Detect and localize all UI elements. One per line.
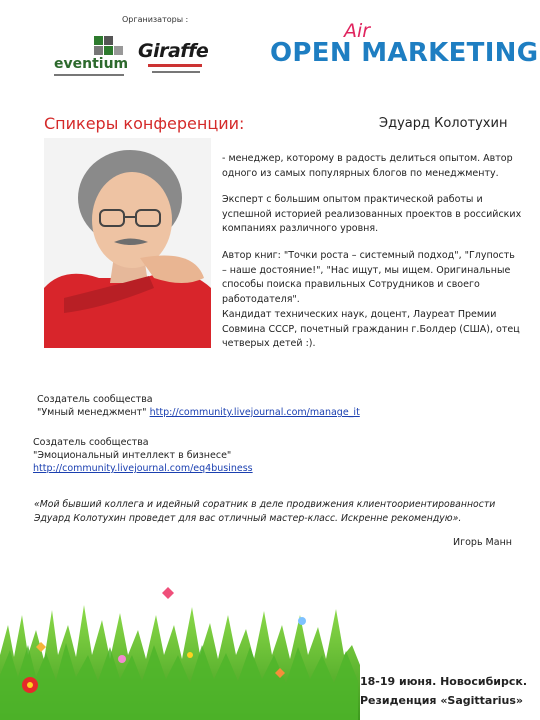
bio-paragraph: Кандидат технических наук, доцент, Лауреат Премии Совмина СССР, почетный гражданин г.Болдер (США), отец четверых детей :).: [222, 309, 520, 350]
community-link-eq4business[interactable]: http://community.livejournal.com/eq4business: [33, 463, 253, 474]
eventium-wordmark: eventium: [54, 56, 129, 72]
air-wordmark: Air: [344, 20, 371, 42]
giraffe-logo: [138, 40, 214, 80]
speaker-bio: [222, 152, 522, 181]
event-venue: Резиденция «Sagittarius»: [360, 694, 524, 707]
speakers-title: Спикеры конференции:: [44, 114, 245, 133]
event-date-city: 18-19 июня. Новосибирск.: [360, 675, 528, 688]
community-block-1: [37, 393, 360, 419]
open-marketing-wordmark: OPEN MARKETING: [270, 38, 539, 68]
speaker-bio-credentials: [222, 308, 522, 352]
community-creator-label: Создатель сообщества: [37, 394, 153, 405]
giraffe-wordmark: Giraffe: [138, 40, 209, 62]
bio-paragraph: Автор книг: "Точки роста – системный подход", "Глупость – наше достояние!", "Нас ищут, мы ищем. Оригинальные способы поиска правильных Сотрудников и своего работодателя".: [222, 250, 515, 305]
event-info: [360, 672, 527, 710]
community-creator-label: Создатель сообщества: [33, 437, 149, 448]
community-link-manage-it[interactable]: http://community.livejournal.com/manage_it: [149, 407, 360, 418]
speaker-bio-expert: [222, 193, 522, 237]
bio-paragraph: Эксперт с большим опытом практической работы и успешной историей реализованных проектов в российских компаниях различного уровня.: [222, 194, 522, 235]
speaker-name: Эдуард Колотухин: [379, 116, 508, 131]
speaker-photo: [44, 138, 211, 348]
community-block-2: [33, 436, 253, 475]
recommendation-quote: «Мой бывший коллега и идейный соратник в деле продвижения клиентоориентированности Эдуард Колотухин проведет для вас отличный мастер-класс. Искренне рекомендую».: [34, 499, 496, 524]
eventium-logo: [52, 36, 128, 76]
speaker-bio-books: [222, 249, 522, 307]
quote-author: Игорь Манн: [453, 537, 512, 548]
organizers-label: Организаторы :: [122, 15, 189, 24]
open-marketing-logo: [270, 20, 539, 68]
community-title: "Эмоциональный интеллект в бизнесе": [33, 450, 232, 461]
bio-paragraph: - менеджер, которому в радость делиться опытом. Автор одного из самых популярных блогов по менеджменту.: [222, 153, 513, 179]
community-title: "Умный менеджмент": [37, 407, 147, 418]
speaker-portrait-illustration: [44, 138, 211, 348]
